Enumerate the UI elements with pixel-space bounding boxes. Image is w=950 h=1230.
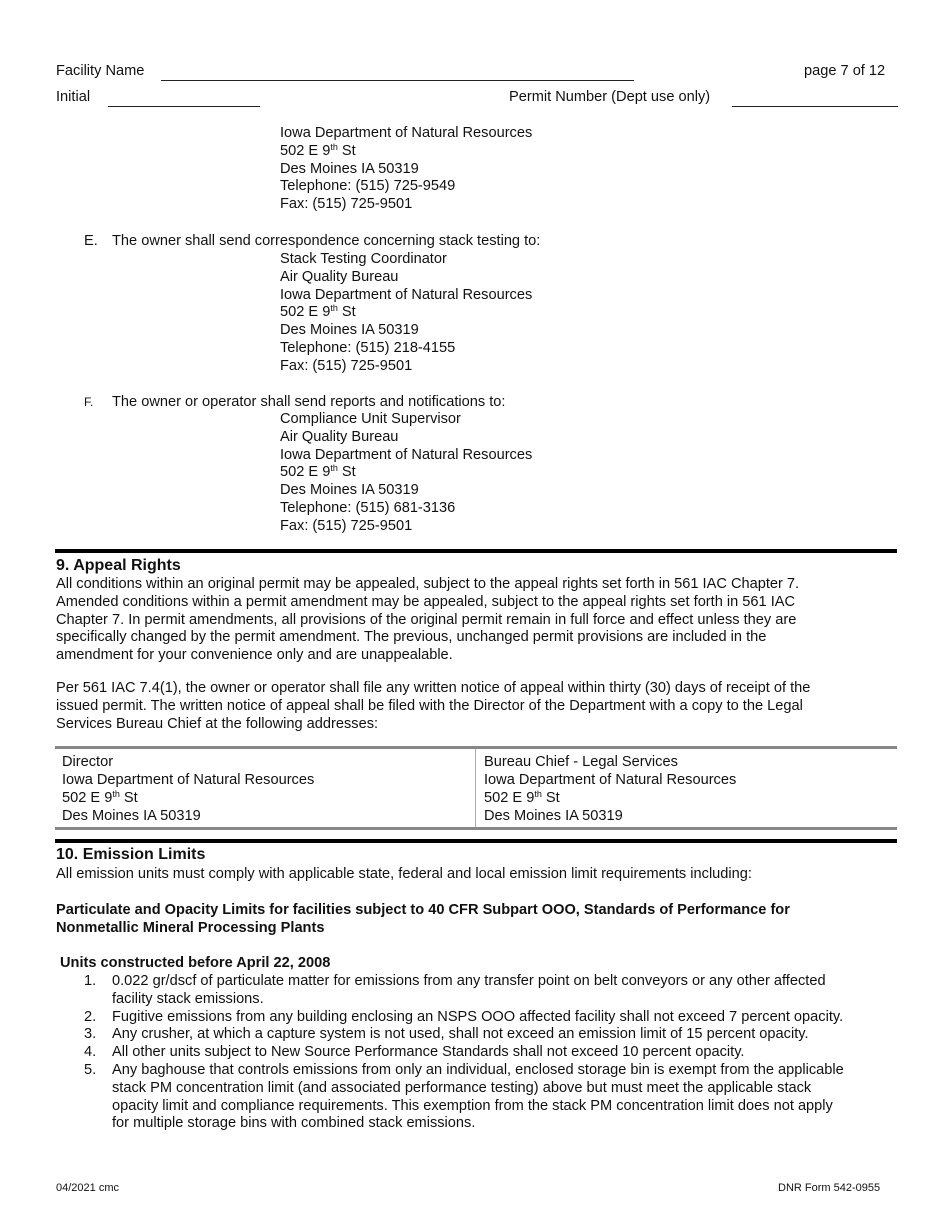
- address-line: 502 E 9th St: [280, 141, 356, 159]
- list-number: 1.: [84, 973, 97, 989]
- section-divider: [55, 839, 897, 843]
- list-item: [84, 1062, 904, 1133]
- permit-number-field[interactable]: [732, 106, 898, 107]
- text-line: opacity limit and compliance requirements. This exemption from the stack PM concentration limit does not apply: [112, 1097, 833, 1114]
- top-address-block: [280, 125, 532, 214]
- address-line: 502 E 9th St: [484, 789, 560, 806]
- text-line: Fugitive emissions from any building enclosing an NSPS OOO affected facility shall not exceed 7 percent opacity.: [112, 1008, 844, 1025]
- facility-name-label: Facility Name: [56, 63, 145, 79]
- address-line: Director: [62, 754, 114, 770]
- list-item: [84, 1044, 904, 1062]
- address-line: Des Moines IA 50319: [484, 808, 623, 824]
- address-line: Telephone: (515) 681-3136: [280, 499, 456, 516]
- item-e-text: The owner shall send correspondence concerning stack testing to:: [112, 233, 541, 249]
- initial-label: Initial: [56, 89, 91, 105]
- list-number: 2.: [84, 1008, 97, 1025]
- address-line: Iowa Department of Natural Resources: [484, 772, 737, 788]
- address-line: Iowa Department of Natural Resources: [280, 125, 533, 141]
- appeal-paragraph-2: [56, 680, 901, 733]
- address-line: 502 E 9th St: [62, 789, 138, 806]
- address-line: Fax: (515) 725-9501: [280, 196, 413, 213]
- text-line: All other units subject to New Source Performance Standards shall not exceed 10 percent opacity.: [112, 1044, 745, 1061]
- address-line: Iowa Department of Natural Resources: [62, 772, 315, 788]
- address-line: Air Quality Bureau: [280, 268, 399, 285]
- permit-number-label: Permit Number (Dept use only): [509, 89, 711, 105]
- text-line: for multiple storage bins with combined stack emissions.: [112, 1115, 476, 1132]
- text-line: 0.022 gr/dscf of particulate matter for emissions from any transfer point on belt conveyors or any other affected: [112, 973, 826, 989]
- footer-form-number: DNR Form 542-0955: [778, 1182, 881, 1194]
- item-f: [84, 394, 505, 410]
- footer-date: 04/2021 cmc: [56, 1182, 119, 1194]
- section-10-title: 10. Emission Limits: [56, 846, 206, 863]
- compliance-address: [280, 411, 532, 536]
- address-line: 502 E 9th St: [280, 463, 356, 481]
- director-address: [62, 753, 314, 825]
- list-number: 4.: [84, 1044, 97, 1061]
- text-line: issued permit. The written notice of appeal shall be filed with the Director of the Department with a copy to the Legal: [56, 697, 803, 714]
- list-item: [84, 973, 904, 1009]
- legal-services-address: [484, 753, 736, 825]
- text-line: Particulate and Opacity Limits for facilities subject to 40 CFR Subpart OOO, Standards of Performance for: [56, 902, 790, 918]
- list-item: [84, 1026, 904, 1044]
- address-line: Des Moines IA 50319: [280, 482, 419, 499]
- item-e: [84, 233, 540, 249]
- stack-testing-address: [280, 251, 532, 376]
- text-line: amendment for your convenience only and are unappealable.: [56, 647, 453, 664]
- table-divider: [475, 749, 476, 827]
- text-line: Nonmetallic Mineral Processing Plants: [56, 919, 325, 936]
- text-line: Services Bureau Chief at the following addresses:: [56, 715, 379, 732]
- appeal-address-table: [55, 746, 897, 830]
- address-line: Stack Testing Coordinator: [280, 251, 447, 267]
- address-line: Air Quality Bureau: [280, 428, 399, 445]
- initial-field[interactable]: [108, 106, 260, 107]
- section-divider: [55, 549, 897, 553]
- address-line: Fax: (515) 725-9501: [280, 357, 413, 374]
- address-line: Des Moines IA 50319: [280, 160, 419, 177]
- address-line: Telephone: (515) 725-9549: [280, 178, 456, 195]
- item-f-text: The owner or operator shall send reports and notifications to:: [112, 394, 506, 410]
- emission-intro: [56, 866, 901, 884]
- list-number: 3.: [84, 1026, 97, 1043]
- section-9-title: 9. Appeal Rights: [56, 557, 181, 574]
- text-line: Any baghouse that controls emissions from only an individual, enclosed storage bin is exempt from the applicable: [112, 1061, 844, 1078]
- address-line: Des Moines IA 50319: [62, 808, 201, 824]
- address-line: Telephone: (515) 218-4155: [280, 339, 456, 356]
- text-line: Amended conditions within a permit amendment may be appealed, subject to the appeal rights set forth in 561 IAC: [56, 593, 796, 610]
- list-item: [84, 1009, 904, 1027]
- text-line: Per 561 IAC 7.4(1), the owner or operator shall file any written notice of appeal within thirty (30) days of receipt of the: [56, 680, 811, 696]
- address-line: Iowa Department of Natural Resources: [280, 446, 533, 463]
- address-line: 502 E 9th St: [280, 303, 356, 321]
- text-line: All conditions within an original permit may be appealed, subject to the appeal rights set forth in 561 IAC Chapter 7.: [56, 576, 800, 592]
- text-line: All emission units must comply with applicable state, federal and local emission limit requirements including:: [56, 866, 752, 882]
- text-line: Units constructed before April 22, 2008: [60, 955, 331, 971]
- address-line: Fax: (515) 725-9501: [280, 517, 413, 534]
- appeal-paragraph-1: [56, 576, 901, 665]
- page-number: page 7 of 12: [804, 63, 886, 79]
- address-line: Compliance Unit Supervisor: [280, 411, 461, 427]
- address-line: Des Moines IA 50319: [280, 322, 419, 339]
- address-line: Bureau Chief - Legal Services: [484, 754, 678, 770]
- text-line: specifically changed by the permit amendment. The previous, unchanged permit provisions are included in the: [56, 629, 767, 646]
- address-line: Iowa Department of Natural Resources: [280, 286, 533, 303]
- text-line: Any crusher, at which a capture system is not used, shall not exceed an emission limit of 15 percent opacity.: [112, 1026, 809, 1043]
- subpart-ooo-heading: [56, 902, 901, 938]
- text-line: facility stack emissions.: [112, 990, 264, 1007]
- list-number: 5.: [84, 1061, 97, 1078]
- text-line: Chapter 7. In permit amendments, all provisions of the original permit remain in full force and effect unless they are: [56, 611, 797, 628]
- item-e-label: E.: [84, 233, 98, 249]
- facility-name-field[interactable]: [161, 80, 634, 81]
- text-line: stack PM concentration limit (and associated performance testing) above but must meet the applicable stack: [112, 1079, 812, 1096]
- emission-limits-list: [84, 973, 904, 1133]
- units-heading: [60, 955, 905, 973]
- item-f-label: F.: [84, 395, 94, 409]
